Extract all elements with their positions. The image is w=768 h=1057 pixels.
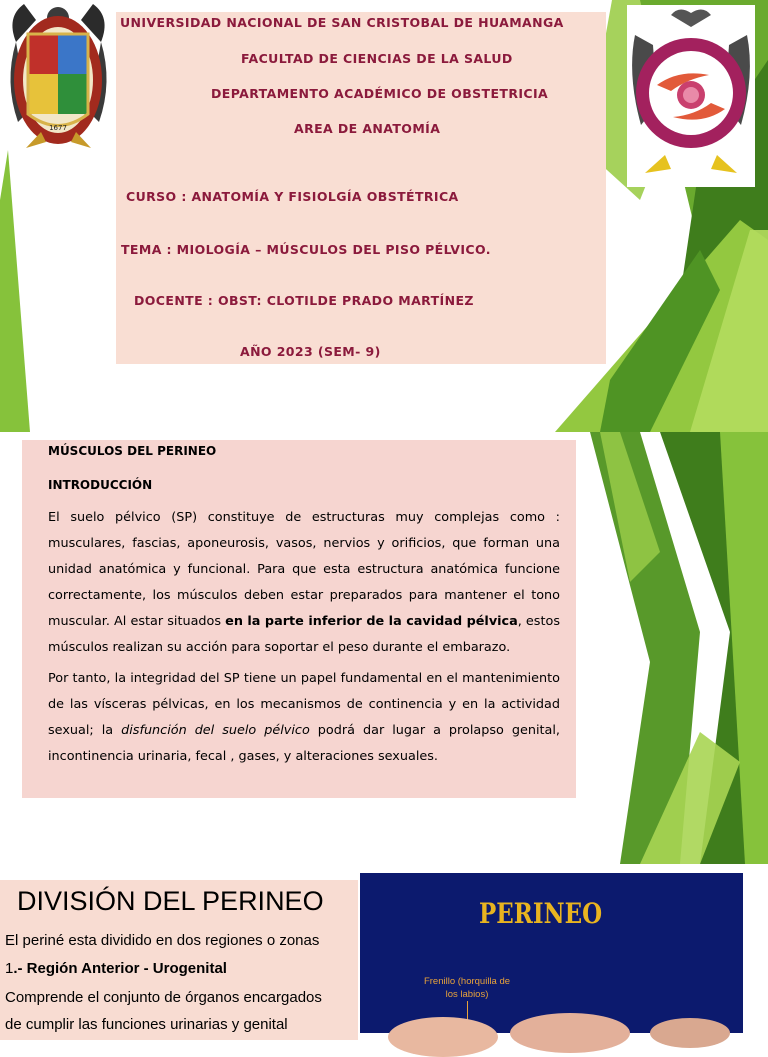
obstetrics-school-crest-icon <box>627 5 755 187</box>
text-line-2-bold: .- Región Anterior - Urogenital <box>13 960 227 977</box>
department-name: DEPARTAMENTO ACADÉMICO DE OBSTETRICIA <box>211 86 549 101</box>
crest-year: 1677 <box>49 124 67 132</box>
crest-unsch-label: UNSCH <box>673 148 709 158</box>
text-line-3: Comprende el conjunto de órganos encargados <box>5 989 322 1006</box>
text-line-4: de cumplir las funciones urinarias y genital <box>5 1016 288 1033</box>
university-crest-icon <box>6 2 111 164</box>
paragraph-1-text-end: , estos músculos realizan su acción para soportar el peso durante el embarazo. <box>48 614 560 655</box>
anatomy-image-region <box>650 1018 730 1048</box>
course-label: CURSO : ANATOMÍA Y FISIOLGÍA OBSTÉTRICA <box>126 189 459 204</box>
text-line-2 <box>5 960 227 977</box>
paragraph-2-text-end: podrá dar lugar a prolapso genital, incontinencia urinaria, fecal , gases, y alteraciones sexuales. <box>48 723 560 764</box>
faculty-name: FACULTAD DE CIENCIAS DE LA SALUD <box>241 51 513 66</box>
paragraph-2-italic: disfunción del suelo pélvico <box>121 723 310 738</box>
title-box <box>116 12 606 364</box>
title-slide <box>0 0 768 432</box>
image-title: PERINEO <box>479 897 603 930</box>
university-name: UNIVERSIDAD NACIONAL DE SAN CRISTOBAL DE HUAMANGA <box>120 15 564 30</box>
paragraph-1-text: El suelo pélvico (SP) constituye de estructuras muy complejas como : musculares, fascias, aponeurosis, vasos, nervios y orificios, que forman una unidad anatómica y funcional. Para que esta estructura anatómica funcione correctamente, los músculos deben estar preparados para mantener el tono muscular. Al estar situados <box>48 510 560 629</box>
area-name: AREA DE ANATOMÍA <box>294 121 441 136</box>
text-line-1: El periné esta dividido en dos regiones o zonas <box>5 932 320 949</box>
paragraph-1-bold: en la parte inferior de la cavidad pélvica <box>225 614 518 629</box>
paragraph-2-text: Por tanto, la integridad del SP tiene un papel fundamental en el mantenimiento de las vísceras pélvicas, en los mecanismos de continencia y en la actividad sexual; la <box>48 671 560 738</box>
image-caption: Frenillo (horquilla de los labios) <box>423 976 511 1000</box>
slide-title: DIVISIÓN DEL PERINEO <box>17 886 324 916</box>
paragraph-2 <box>48 666 560 770</box>
topic-label: TEMA : MIOLOGÍA – MÚSCULOS DEL PISO PÉLVICO. <box>121 242 491 257</box>
introduction-slide <box>0 432 768 864</box>
section-subheading: INTRODUCCIÓN <box>48 478 153 492</box>
text-line-2-prefix: 1 <box>5 960 14 977</box>
perineo-image <box>360 873 743 1033</box>
paragraph-1 <box>48 505 560 661</box>
year-label: AÑO 2023 (SEM- 9) <box>240 344 381 359</box>
anatomy-image-region <box>388 1017 498 1057</box>
teacher-label: DOCENTE : OBST: CLOTILDE PRADO MARTÍNEZ <box>134 293 474 308</box>
section-heading: MÚSCULOS DEL PERINEO <box>48 444 217 458</box>
division-slide <box>0 864 768 1033</box>
anatomy-image-region <box>510 1013 630 1053</box>
